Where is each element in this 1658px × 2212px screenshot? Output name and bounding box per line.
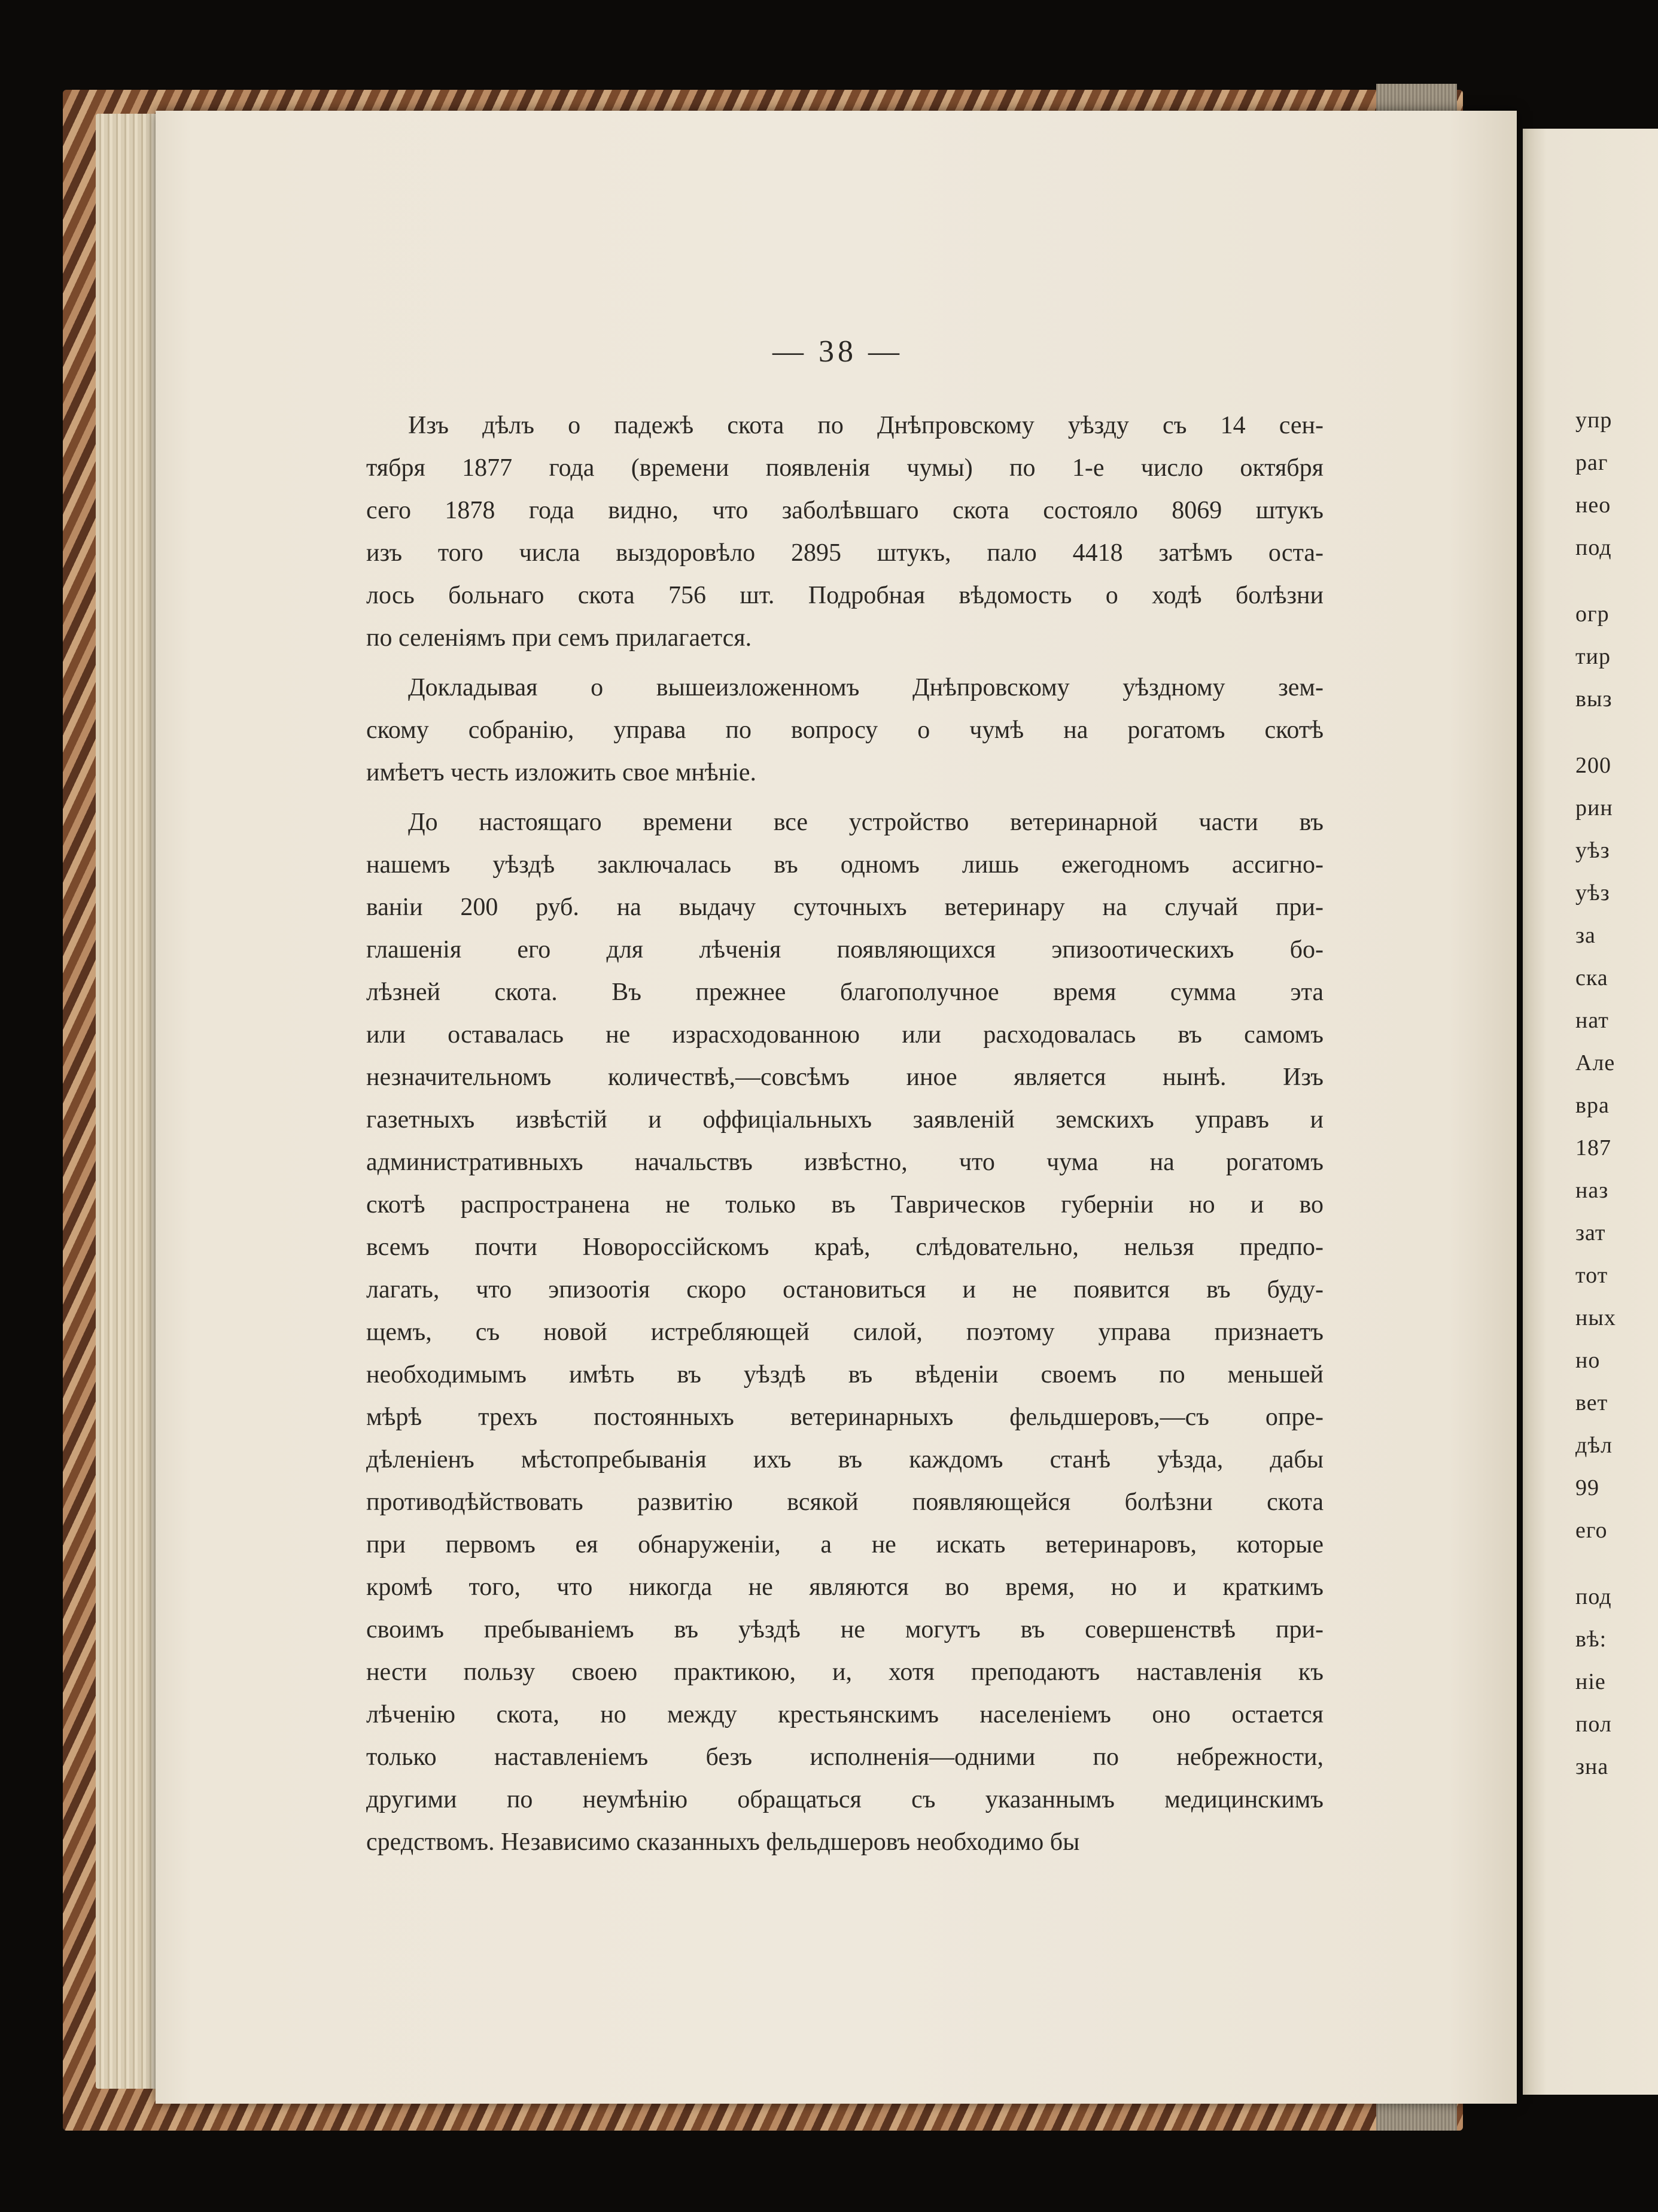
- adjacent-page-fragment: дѣл: [1575, 1433, 1613, 1458]
- adjacent-page-fragment: вѣ:: [1575, 1627, 1607, 1652]
- adjacent-page-fragment: 187: [1575, 1135, 1611, 1160]
- text-line: скотѣ распространена не только въ Таврическов губерніи но и во: [366, 1191, 1324, 1219]
- page-text: [366, 405, 1324, 1871]
- text-line: кромѣ того, что никогда не являются во время, но и краткимъ: [366, 1573, 1324, 1601]
- adjacent-page-fragment: огр: [1575, 601, 1610, 627]
- text-line: газетныхъ извѣстій и оффиціальныхъ заявленій земскихъ управъ и: [366, 1106, 1324, 1134]
- text-line: мѣрѣ трехъ постоянныхъ ветеринарныхъ фельдшеровъ,—съ опре-: [366, 1403, 1324, 1431]
- adjacent-page-fragment: уѣз: [1575, 838, 1610, 863]
- text-line: дѣленіенъ мѣстопребыванія ихъ въ каждомъ станѣ уѣзда, дабы: [366, 1446, 1324, 1473]
- adjacent-page-fragment: ных: [1575, 1305, 1616, 1330]
- adjacent-page-fragment: нат: [1575, 1008, 1609, 1033]
- text-line: сего 1878 года видно, что заболѣвшаго скота состояло 8069 штукъ: [366, 497, 1324, 524]
- adjacent-page-fragment: нео: [1575, 493, 1611, 518]
- adjacent-page-fragment: 99: [1575, 1475, 1599, 1500]
- text-line: нашемъ уѣздѣ заключалась въ одномъ лишь ежегодномъ ассигно-: [366, 851, 1324, 879]
- adjacent-page-fragment: упр: [1575, 408, 1613, 433]
- text-line: скому собранію, управа по вопросу о чумѣ на рогатомъ скотѣ: [366, 716, 1324, 744]
- adjacent-page-fragment: ніе: [1575, 1669, 1606, 1694]
- adjacent-page-fragment: вет: [1575, 1390, 1608, 1415]
- adjacent-page-fragment: его: [1575, 1518, 1608, 1543]
- text-line: ваніи 200 руб. на выдачу суточныхъ ветеринару на случай при-: [366, 894, 1324, 921]
- text-line: административныхъ начальствъ извѣстно, что чума на рогатомъ: [366, 1148, 1324, 1176]
- paragraph: [366, 667, 1324, 794]
- text-line: по селеніямъ при семъ прилагается.: [366, 624, 752, 652]
- adjacent-page-fragment: Але: [1575, 1050, 1616, 1075]
- text-line: тября 1877 года (времени появленія чумы) по 1-е число октября: [366, 454, 1324, 482]
- text-line: нести пользу своею практикою, и, хотя преподаютъ наставленія къ: [366, 1658, 1324, 1686]
- adjacent-page-fragment: под: [1575, 1584, 1612, 1609]
- adjacent-page-fragment: раг: [1575, 450, 1608, 475]
- text-line: глашенія его для лѣченія появляющихся эпизоотическихъ бо-: [366, 936, 1324, 964]
- text-line: лагать, что эпизоотія скоро остановиться и не появится въ буду-: [366, 1276, 1324, 1304]
- adjacent-page-fragment: тир: [1575, 644, 1611, 669]
- text-line: другими по неумѣнію обращаться съ указаннымъ медицинскимъ: [366, 1786, 1324, 1813]
- text-line: Докладывая о вышеизложенномъ Днѣпровскому уѣздному зем-: [408, 674, 1324, 701]
- adjacent-page-fragment: рин: [1575, 795, 1613, 821]
- adjacent-page-fragment: тот: [1575, 1263, 1608, 1288]
- adjacent-page-fragment: зна: [1575, 1754, 1609, 1779]
- page-number: — 38 —: [772, 335, 903, 369]
- adjacent-page-fragment: 200: [1575, 753, 1611, 778]
- adjacent-page-fragment: за: [1575, 923, 1596, 948]
- text-line: имѣетъ честь изложить свое мнѣніе.: [366, 759, 757, 786]
- adjacent-page-fragment: зат: [1575, 1220, 1606, 1245]
- text-line: только наставленіемъ безъ исполненія—одними по небрежности,: [366, 1743, 1324, 1771]
- adjacent-page-fragment: под: [1575, 535, 1612, 560]
- paragraph: [366, 801, 1324, 1864]
- text-line: необходимымъ имѣть въ уѣздѣ въ вѣденіи своемъ по меньшей: [366, 1361, 1324, 1388]
- text-line: средствомъ. Независимо сказанныхъ фельдшеровъ необходимо бы: [366, 1828, 1080, 1856]
- text-line: лѣченію скота, но между крестьянскимъ населеніемъ оно остается: [366, 1701, 1324, 1728]
- text-line: своимъ пребываніемъ въ уѣздѣ не могутъ въ совершенствѣ при-: [366, 1616, 1324, 1643]
- text-line: противодѣйствовать развитію всякой появляющейся болѣзни скота: [366, 1488, 1324, 1516]
- text-line: всемъ почти Новороссійскомъ краѣ, слѣдовательно, нельзя предпо-: [366, 1233, 1324, 1261]
- text-line: незначительномъ количествѣ,—совсѣмъ иное является нынѣ. Изъ: [366, 1064, 1324, 1091]
- text-line: лѣзней скота. Въ прежнее благополучное время сумма эта: [366, 979, 1324, 1006]
- adjacent-page-fragment: уѣз: [1575, 880, 1610, 906]
- adjacent-page-fragment: пол: [1575, 1712, 1612, 1737]
- adjacent-page-fragment: вра: [1575, 1093, 1610, 1118]
- text-line: изъ того числа выздоровѣло 2895 штукъ, пало 4418 затѣмъ оста-: [366, 539, 1324, 567]
- adjacent-page-fragment: ска: [1575, 965, 1608, 990]
- text-line: или оставалась не израсходованною или расходовалась въ самомъ: [366, 1021, 1324, 1049]
- text-line: лось больнаго скота 756 шт. Подробная вѣдомость о ходѣ болѣзни: [366, 582, 1324, 609]
- adjacent-page-fragment: но: [1575, 1348, 1601, 1373]
- adjacent-page: [1523, 129, 1658, 2095]
- text-line: Изъ дѣлъ о падежѣ скота по Днѣпровскому уѣзду съ 14 сен-: [408, 412, 1324, 439]
- adjacent-page-fragment: наз: [1575, 1178, 1609, 1203]
- text-line: До настоящаго времени все устройство ветеринарной части въ: [408, 809, 1324, 836]
- adjacent-page-fragment: выз: [1575, 686, 1613, 712]
- text-line: при первомъ ея обнаруженіи, а не искать ветеринаровъ, которые: [366, 1531, 1324, 1558]
- text-line: щемъ, съ новой истребляющей силой, поэтому управа признаетъ: [366, 1318, 1324, 1346]
- paragraph: [366, 405, 1324, 660]
